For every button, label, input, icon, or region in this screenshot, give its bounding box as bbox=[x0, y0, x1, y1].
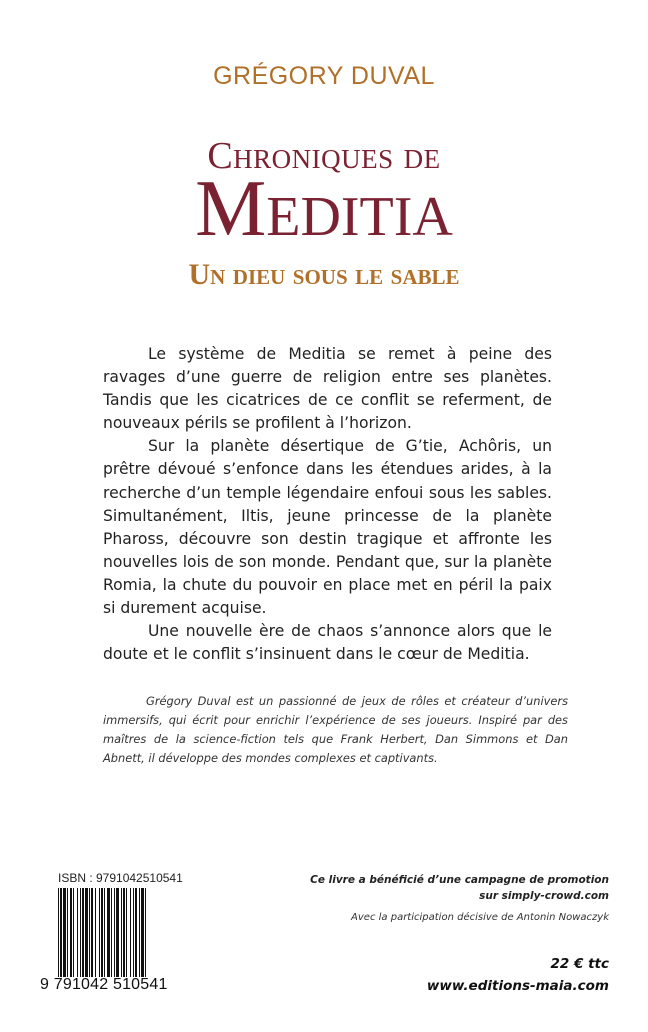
promo-line: Ce livre a bénéficié d’une campagne de promotion bbox=[310, 874, 609, 886]
barcode-bar bbox=[139, 888, 140, 977]
barcode-digits: 9 791042 510541 bbox=[40, 976, 168, 993]
barcode-bar bbox=[133, 888, 134, 977]
barcode-bar bbox=[58, 888, 59, 977]
bio-paragraph: Grégory Duval est un passionné de jeux de rôles et créateur d’univers immersifs, qui écrit pour enrichir l’expérience de ses joueurs. Inspiré par des maîtres de la science-fiction tels que Frank Herbert, Dan Simmons et Dan Abnett, il développe des mondes complexes et captivants. bbox=[103, 694, 568, 765]
barcode-bar bbox=[73, 888, 74, 977]
barcode-bar bbox=[121, 888, 122, 977]
isbn-label: ISBN : 9791042510541 bbox=[58, 871, 183, 885]
barcode bbox=[58, 888, 186, 977]
blurb-paragraph: Une nouvelle ère de chaos s’annonce alors que le doute et le conflit s’insinuent dans le cœur de Meditia. bbox=[103, 622, 552, 664]
barcode-bar bbox=[77, 888, 78, 977]
barcode-bar bbox=[116, 888, 119, 977]
barcode-bar bbox=[99, 888, 100, 977]
book-subtitle: Un dieu sous le sable bbox=[188, 258, 460, 291]
barcode-bar bbox=[60, 888, 62, 977]
promo-note bbox=[289, 872, 609, 904]
barcode-bar bbox=[130, 888, 131, 977]
author-name: GRÉGORY DUVAL bbox=[213, 62, 435, 90]
barcode-bar bbox=[85, 888, 88, 977]
barcode-bar bbox=[145, 888, 146, 977]
barcode-bar bbox=[141, 888, 144, 977]
barcode-bar bbox=[70, 888, 72, 977]
series-title: Chroniques de bbox=[207, 135, 441, 177]
barcode-bar bbox=[135, 888, 137, 977]
price: 22 € ttc bbox=[550, 956, 609, 972]
barcode-bar bbox=[80, 888, 81, 977]
barcode-bar bbox=[101, 888, 103, 977]
barcode-bar bbox=[104, 888, 105, 977]
barcode-bar bbox=[114, 888, 115, 977]
barcode-bar bbox=[95, 888, 96, 977]
book-title: Meditia bbox=[195, 165, 453, 253]
barcode-bar bbox=[63, 888, 66, 977]
blurb-paragraph: Sur la planète désertique de G’tie, Achôris, un prêtre dévoué s’enfonce dans les étendues arides, à la recherche d’un temple légendaire enfoui sous les sables. Simultanément, Iltis, jeune princesse de la planète Phaross, découvre son destin tragique et affronte les nouvelles lois de son monde. Pendant que, sur la planète Romia, la chute du pouvoir en place met en péril la paix si durement acquise. bbox=[103, 437, 552, 618]
barcode-bar bbox=[126, 888, 127, 977]
participation-note: Avec la participation décisive de Antonin Nowaczyk bbox=[351, 912, 609, 923]
author-bio bbox=[103, 692, 568, 768]
barcode-bar bbox=[91, 888, 93, 977]
blurb bbox=[103, 343, 552, 666]
barcode-bar bbox=[111, 888, 112, 977]
publisher-website: www.editions-maia.com bbox=[426, 978, 609, 994]
blurb-paragraph: Le système de Meditia se remet à peine des ravages d’une guerre de religion entre ses planètes. Tandis que les cicatrices de ce conflit se referment, de nouveaux périls se profilent à l’horizon. bbox=[103, 345, 552, 433]
barcode-bar bbox=[89, 888, 90, 977]
barcode-bar bbox=[67, 888, 68, 977]
barcode-bar bbox=[123, 888, 125, 977]
barcode-bar bbox=[82, 888, 84, 977]
promo-line: sur simply-crowd.com bbox=[479, 890, 609, 902]
barcode-bar bbox=[107, 888, 110, 977]
